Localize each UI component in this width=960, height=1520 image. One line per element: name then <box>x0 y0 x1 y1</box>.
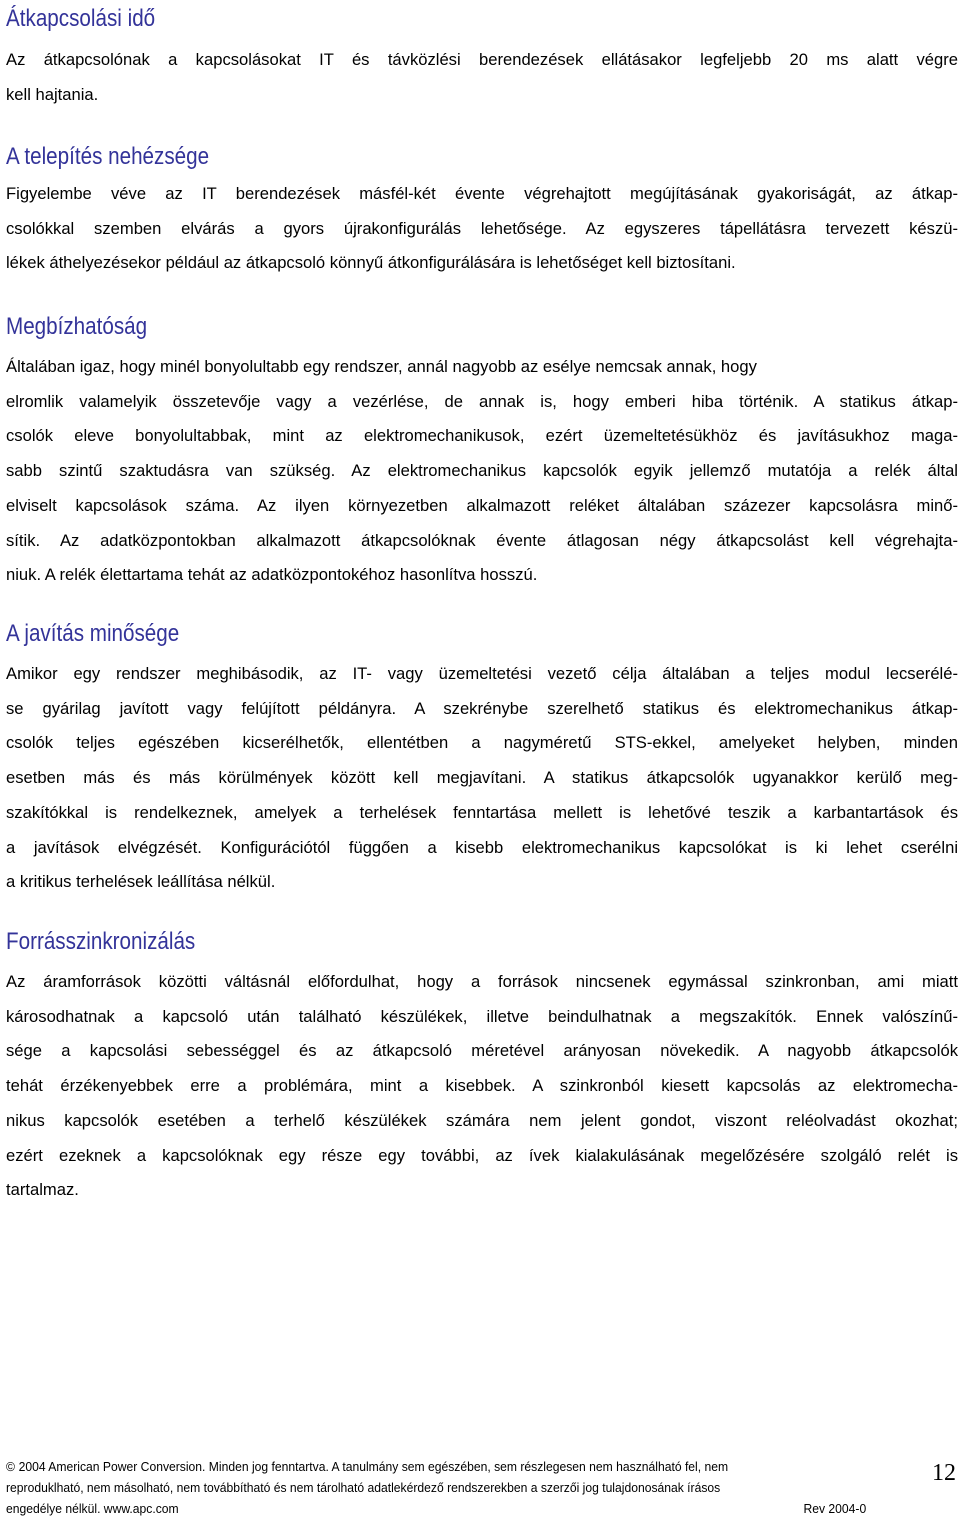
text-line: a kritikus terhelések leállítása nélkül. <box>6 872 276 892</box>
text-line: csolókkal szemben elvárás a gyors újrakonfigurálás lehetősége. Az egyszeres tápellátásra tervezett készü- <box>6 218 958 238</box>
footer-text: 2004 American Power Conversion. Minden jog fenntartva. A tanulmány sem egészében, sem részlegesen nem használható fel, nem <box>18 1459 729 1474</box>
text-line: Az átkapcsolónak a kapcsolásokat IT és távközlési berendezések ellátásakor legfeljebb 20 ms alatt végre <box>6 50 958 69</box>
section-body-source-sync <box>6 965 958 1208</box>
section-heading-repair-quality: A javítás minősége <box>6 620 180 647</box>
section-heading-switch-time: Átkapcsolási idő <box>6 5 156 32</box>
section-body-repair-quality <box>6 657 958 900</box>
text-line: Amikor egy rendszer meghibásodik, az IT- vagy üzemeltetési vezető célja általában a teljes modul lecserélé- <box>6 664 958 683</box>
text-line: sabb szintű szaktudásra van szükség. Az elektromechanikus kapcsolók egyik jellemző mutatója a relék által <box>6 461 958 481</box>
text-line: szakítókkal is rendelkeznek, amelyek a terhelések fenntartása mellett is lehetővé teszik a karbantartások és <box>6 802 958 822</box>
text-line: nikus kapcsolók esetében a terhelő készülékek számára nem jelent gondot, viszont reléolvadást okozhat; <box>6 1110 958 1130</box>
section-body-reliability <box>6 350 958 593</box>
text-line: a javítások elvégzését. Konfigurációtól függően a kisebb elektromechanikus kapcsolókat is ki lehet cserélni <box>6 837 958 857</box>
text-line: Figyelembe véve az IT berendezések másfél-két évente végrehajtott megújításának gyakoriságát, az átkap- <box>6 184 958 203</box>
text-line: sítik. Az adatközpontokban alkalmazott átkapcsolóknak évente átlagosan négy átkapcsolást kell végrehajta- <box>6 530 958 550</box>
text-line: kell hajtania. <box>6 84 99 104</box>
text-line: elromlik valamelyik összetevője vagy a vezérlése, de annak is, hogy emberi hiba történik. A statikus átkap- <box>6 391 958 411</box>
footer-line <box>6 1456 802 1477</box>
text-line: csolók teljes egészében kicserélhetők, ellentétben a nagyméretű STS-ekkel, amelyeket helyben, minden <box>6 733 958 753</box>
text-line: Az áramforrások közötti váltásnál előfordulhat, hogy a források nincsenek egymással szinkronban, ami miatt <box>6 972 958 991</box>
text-line: elviselt kapcsolások száma. Az ilyen környezetben alkalmazott reléket általában százezer kapcsolásra minő- <box>6 495 958 515</box>
section-heading-installation: A telepítés nehézsége <box>6 143 210 170</box>
text-line: károsodhatnak a kapcsoló után található készülékek, illetve beindulhatnak a megszakítók. Ennek valószínű- <box>6 1006 958 1026</box>
section-body-switch-time <box>6 43 958 112</box>
text-line: niuk. A relék élettartama tehát az adatközpontokéhoz hasonlítva hosszú. <box>6 565 538 585</box>
footer-line: reproduklható, nem másolható, nem továbbítható és nem tárolható adatlekérdező rendszerekben a szerzői jog tulajdonosának írásos <box>6 1480 721 1495</box>
section-body-installation <box>6 177 958 281</box>
revision-label: Rev 2004-0 <box>803 1501 867 1516</box>
copyright-symbol: © <box>6 1459 15 1474</box>
text-line: Általában igaz, hogy minél bonyolultabb egy rendszer, annál nagyobb az esélye nemcsak annak, hogy <box>6 357 757 376</box>
text-line: ezért ezeknek a kapcsolóknak egy része egy további, az ívek kialakulásának megelőzésére szolgáló relét is <box>6 1145 958 1165</box>
text-line: tehát érzékenyebbek erre a problémára, mint a kisebbek. A szinkronból kiesett kapcsolás az elektromecha- <box>6 1076 958 1096</box>
footer-line: engedélye nélkül. www.apc.com <box>6 1501 179 1516</box>
text-line: sége a kapcsolási sebességgel és az átkapcsoló méretével arányosan növekedik. A nagyobb átkapcsolók <box>6 1041 958 1061</box>
page-number: 12 <box>932 1460 956 1486</box>
section-heading-source-sync: Forrásszinkronizálás <box>6 928 196 955</box>
section-heading-reliability: Megbízhatóság <box>6 313 148 340</box>
text-line: lékek áthelyezésekor például az átkapcsoló könnyű átkonfigurálására is lehetőséget kell biztosítani. <box>6 253 736 273</box>
text-line: csolók eleve bonyolultabbak, mint az elektromechanikusok, ezért üzemeltetésükhöz és javításukhoz maga- <box>6 426 958 446</box>
text-line: se gyárilag javított vagy felújított példányra. A szekrénybe szerelhető statikus és elektromechanikus átkap- <box>6 698 958 718</box>
page-footer <box>6 1456 867 1519</box>
text-line: tartalmaz. <box>6 1180 79 1200</box>
text-line: esetben más és más körülmények között kell megjavítani. A statikus átkapcsolók ugyanakkor kerülő meg- <box>6 768 958 788</box>
